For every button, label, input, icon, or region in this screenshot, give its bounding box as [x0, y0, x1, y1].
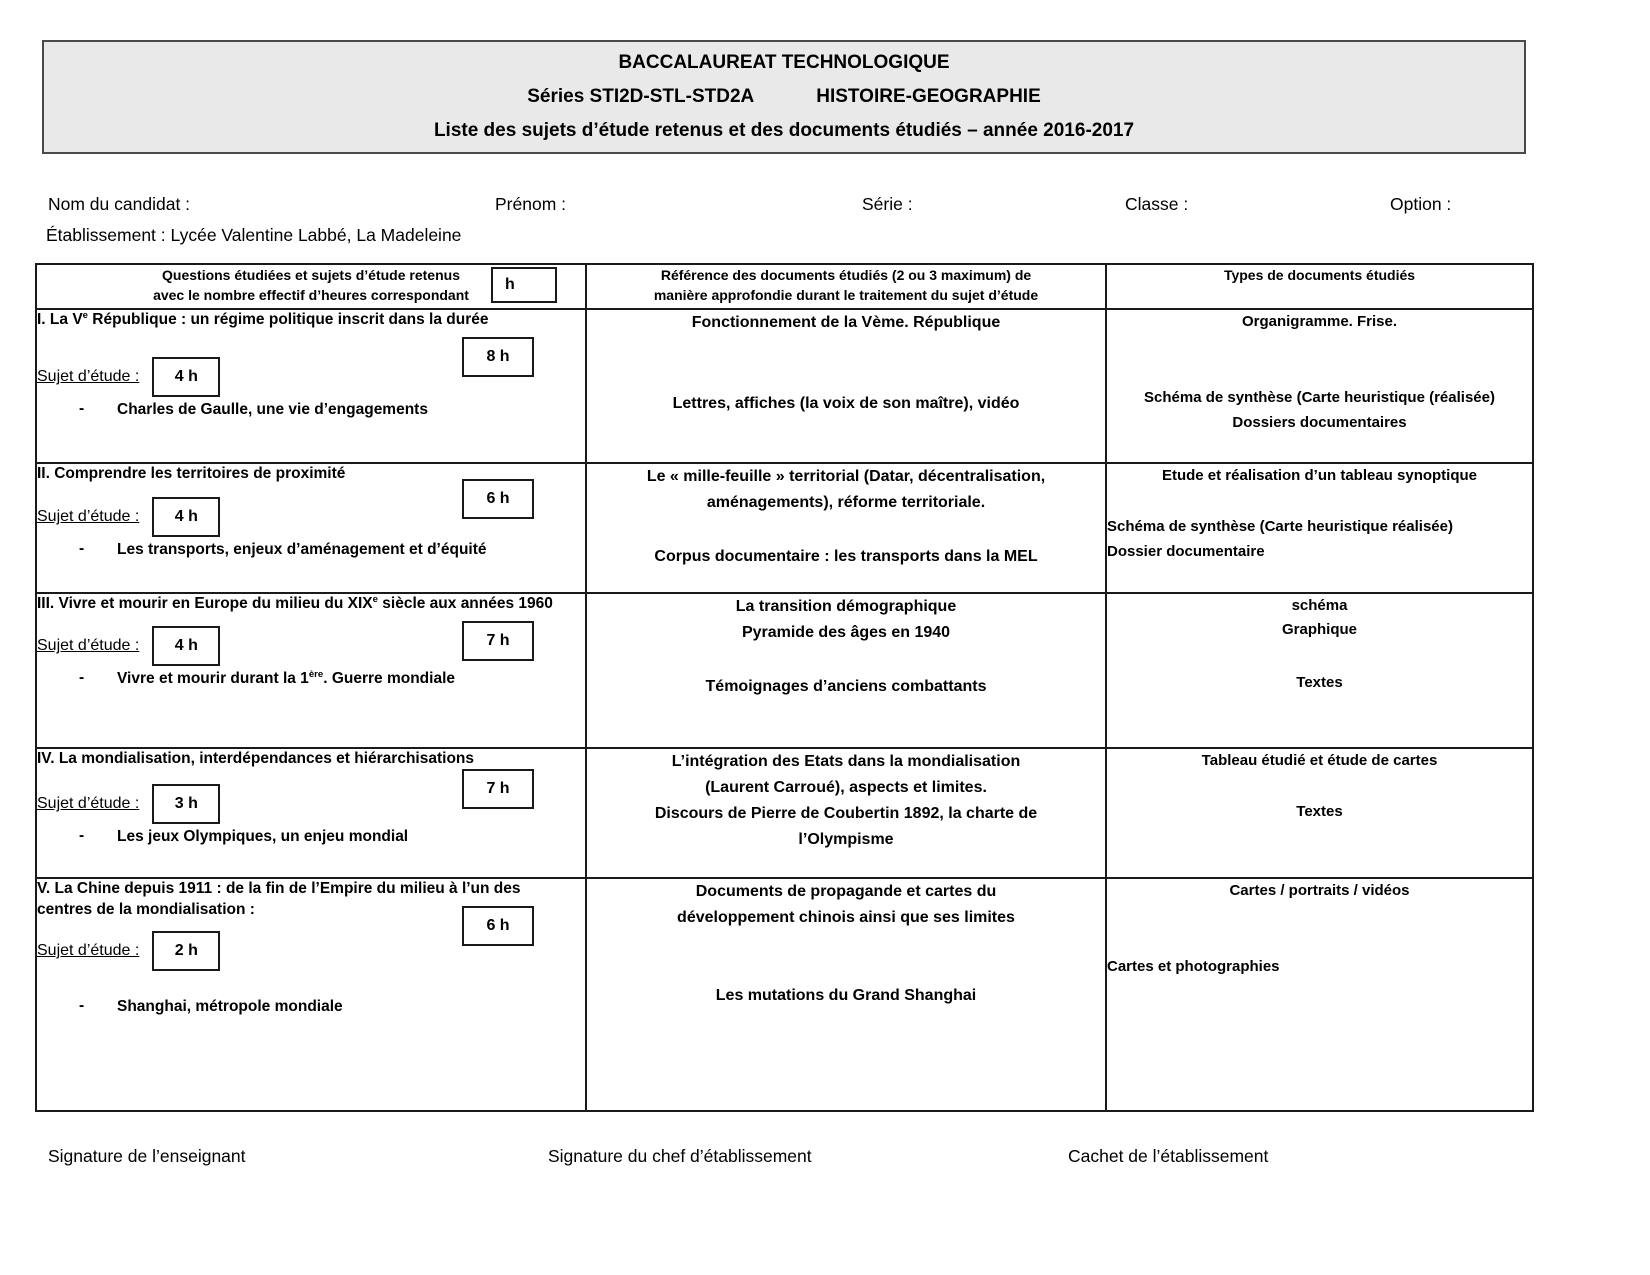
header-questions: [36, 264, 586, 309]
label-nom-candidat: Nom du candidat :: [48, 194, 191, 214]
hours-header-box: h: [491, 267, 557, 303]
question-cell-5: [36, 878, 586, 1111]
title-banner: [42, 40, 1526, 154]
table-row: [36, 748, 1533, 878]
sujet-hours-box: 3 h: [152, 784, 220, 824]
dash-bullet: -: [79, 540, 85, 558]
label-serie: Série :: [862, 194, 913, 214]
question-title: IV. La mondialisation, interdépendances et hiérarchisations: [37, 750, 474, 768]
table-row: [36, 593, 1533, 748]
banner-line2: [44, 86, 1524, 108]
types-cell-5: [1106, 878, 1533, 1111]
document-line: Lettres, affiches (la voix de son maître), vidéo: [672, 394, 1020, 412]
document-line: Le « mille-feuille » territorial (Datar, décentralisation,: [646, 468, 1046, 485]
documents-cell-2: [586, 463, 1106, 593]
document-line: Les mutations du Grand Shanghai: [715, 986, 977, 1004]
question-title: V. La Chine depuis 1911 : de la fin de l’Empire du milieu à l’un des centres de la mondialisation :: [37, 880, 521, 919]
sujet-item: - Vivre et mourir durant la 1ère. Guerre mondiale: [79, 669, 456, 688]
type-line: Textes: [1296, 673, 1343, 691]
document-line: développement chinois ainsi que ses limites: [677, 908, 1015, 926]
type-line: Textes: [1296, 803, 1343, 821]
type-line: Etude et réalisation d’un tableau synoptique: [1161, 467, 1478, 484]
type-line: Cartes / portraits / vidéos: [1229, 882, 1410, 899]
document-line: L’intégration des Etats dans la mondialisation: [671, 753, 1021, 770]
dash-bullet: -: [79, 827, 85, 845]
dash-bullet: -: [79, 669, 85, 687]
header-references: [586, 264, 1106, 309]
question-cell-4: [36, 748, 586, 878]
documents-cell-4: [586, 748, 1106, 878]
table-row: [36, 878, 1533, 1111]
header-questions-line2: avec le nombre effectif d’heures correspondant: [153, 287, 469, 304]
sujet-hours-box: 4 h: [152, 497, 220, 537]
document-line: (Laurent Carroué), aspects et limites.: [705, 778, 987, 796]
sujet-hours-box: 4 h: [152, 357, 220, 397]
type-line: Cartes et photographies: [1107, 958, 1280, 976]
sujet-label: Sujet d’étude :: [37, 795, 140, 813]
total-hours-box: 6 h: [462, 479, 534, 519]
type-line: Schéma de synthèse (Carte heuristique réalisée): [1107, 518, 1453, 536]
label-option: Option :: [1390, 194, 1452, 214]
documents-cell-3: [586, 593, 1106, 748]
question-cell-3: [36, 593, 586, 748]
sujet-item: - Charles de Gaulle, une vie d’engagements: [79, 400, 428, 419]
header-types: [1106, 264, 1533, 309]
total-hours-box: 8 h: [462, 337, 534, 377]
type-line: Graphique: [1281, 621, 1357, 639]
header-references-line2: manière approfondie durant le traitement du sujet d’étude: [653, 287, 1039, 304]
total-hours-box: 7 h: [462, 621, 534, 661]
type-line: Organigramme. Frise.: [1241, 313, 1398, 330]
header-types-line1: Types de documents étudiés: [1223, 267, 1416, 283]
document-line: Corpus documentaire : les transports dans la MEL: [654, 547, 1038, 565]
header-questions-line1: Questions étudiées et sujets d’étude retenus: [162, 267, 460, 283]
table-row: [36, 309, 1533, 463]
question-cell-2: [36, 463, 586, 593]
document-line: l’Olympisme: [798, 830, 894, 848]
type-line: Dossiers documentaires: [1232, 413, 1407, 431]
sujet-item: - Shanghai, métropole mondiale: [79, 997, 343, 1016]
document-line: aménagements), réforme territoriale.: [706, 493, 986, 511]
question-cell-1: [36, 309, 586, 463]
signature-teacher-label: Signature de l’enseignant: [48, 1146, 246, 1166]
label-classe: Classe :: [1125, 194, 1189, 214]
table-row: [36, 463, 1533, 593]
type-line: schéma: [1291, 597, 1348, 614]
sujet-label: Sujet d’étude :: [37, 368, 140, 386]
document-line: Discours de Pierre de Coubertin 1892, la charte de: [654, 804, 1038, 822]
sujet-item: - Les jeux Olympiques, un enjeu mondial: [79, 827, 409, 846]
types-cell-2: [1106, 463, 1533, 593]
document-line: Fonctionnement de la Vème. République: [691, 314, 1001, 331]
table-header-row: [36, 264, 1533, 309]
sujet-label: Sujet d’étude :: [37, 637, 140, 655]
banner-line1: BACCALAUREAT TECHNOLOGIQUE: [618, 52, 950, 73]
types-cell-1: [1106, 309, 1533, 463]
sujet-hours-box: 2 h: [152, 931, 220, 971]
document-line: La transition démographique: [735, 598, 957, 615]
label-prenom: Prénom :: [495, 194, 566, 214]
document-line: Témoignages d’anciens combattants: [705, 677, 987, 695]
type-line: Tableau étudié et étude de cartes: [1201, 752, 1438, 769]
subjects-table: [35, 263, 1534, 1112]
sujet-hours-box: 4 h: [152, 626, 220, 666]
sujet-label: Sujet d’étude :: [37, 508, 140, 526]
question-title: II. Comprendre les territoires de proximité: [37, 465, 346, 483]
document-line: Pyramide des âges en 1940: [741, 623, 951, 641]
document-line: Documents de propagande et cartes du: [695, 883, 997, 900]
documents-cell-5: [586, 878, 1106, 1111]
banner-line3: Liste des sujets d’étude retenus et des documents étudiés – année 2016-2017: [433, 120, 1135, 141]
types-cell-4: [1106, 748, 1533, 878]
dash-bullet: -: [79, 400, 85, 418]
banner-subject: HISTOIRE-GEOGRAPHIE: [816, 86, 1041, 107]
total-hours-box: 7 h: [462, 769, 534, 809]
question-title: I. La Ve République : un régime politique inscrit dans la durée: [37, 310, 489, 329]
total-hours-box: 6 h: [462, 906, 534, 946]
sujet-label: Sujet d’étude :: [37, 942, 140, 959]
dash-bullet: -: [79, 997, 85, 1014]
sujet-item: - Les transports, enjeux d’aménagement et d’équité: [79, 540, 487, 559]
banner-series: Séries STI2D-STL-STD2A: [527, 86, 755, 107]
stamp-label: Cachet de l’établissement: [1068, 1146, 1269, 1166]
etablissement-value: Établissement : Lycée Valentine Labbé, La Madeleine: [46, 225, 462, 245]
types-cell-3: [1106, 593, 1533, 748]
question-title: III. Vivre et mourir en Europe du milieu du XIXe siècle aux années 1960: [37, 594, 553, 613]
documents-cell-1: [586, 309, 1106, 463]
header-references-line1: Référence des documents étudiés (2 ou 3 maximum) de: [660, 267, 1032, 283]
type-line: Schéma de synthèse (Carte heuristique (réalisée): [1144, 389, 1495, 407]
signature-head-label: Signature du chef d’établissement: [548, 1146, 812, 1166]
type-line: Dossier documentaire: [1107, 542, 1265, 560]
